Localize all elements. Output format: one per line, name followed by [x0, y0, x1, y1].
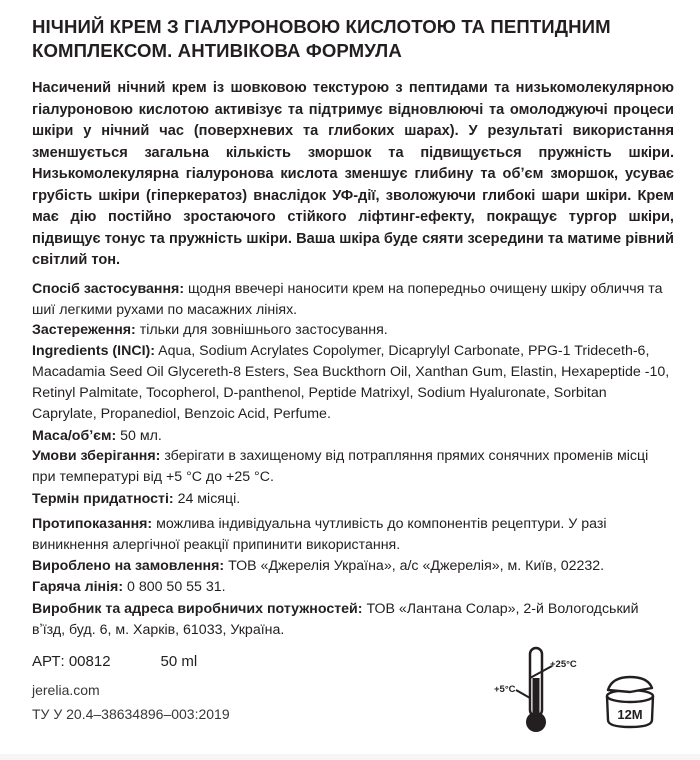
usage-section — [32, 279, 672, 321]
ingredients-section — [32, 341, 672, 425]
mass-text: 50 мл. — [116, 428, 162, 444]
producer-label: Виробник та адреса виробничих потужностей: — [32, 601, 363, 617]
contraindications-text: можлива індивідуальна чутливість до компонентів рецептури. У разі виникнення алергічної реакції припинити використання. — [32, 516, 607, 553]
bottom-edge — [0, 754, 700, 760]
contraindications-label: Протипоказання: — [32, 516, 153, 532]
warning-label: Застереження: — [32, 322, 136, 338]
thermo-high-label: +25°C — [550, 659, 577, 670]
producer-section — [32, 599, 672, 641]
article-number: АРТ: 00812 — [32, 653, 111, 670]
made-for-section — [32, 556, 672, 577]
hotline-label: Гаряча лінія: — [32, 579, 124, 595]
shelf-life-label: Термін придатності: — [32, 491, 174, 507]
producer-text: ТОВ «Лантана Солар», 2-й Вологодський вʼїзд, буд. 6, м. Харків, 61033, Україна. — [32, 601, 639, 638]
storage-text: зберігати в захищеному від потрапляння прямих сонячних променів місці при температурі від +5 °С до +25 °С. — [32, 448, 649, 485]
storage-label: Умови зберігання: — [32, 448, 161, 464]
usage-text: щодня ввечері наносити крем на попередньо очищену шкіру обличчя та шиї легкими рухами по масажних лініях. — [32, 281, 663, 318]
volume-value: 50 ml — [160, 653, 198, 670]
storage-section — [32, 446, 672, 488]
contraindications-section — [32, 514, 672, 556]
product-description: Насичений нічний крем із шовковою текстурою з пептидами та низькомолекулярною гіалуроновою кислотою активізує та підтримує відновлюючі та омолоджуючі процеси шкіри у нічний час (поверхневих та глибоких шарах). У результаті використання зменшується загальна кількість зморшок та підвищується пружність шкіри. Низькомолекулярна гіалуронова кислота зменшує глибину та обʼєм зморшок, усуває грубість шкіри (гіперкератоз) внаслідок УФ-дії, зволожуючи глибокі шари шкіри. Крем має дію постійно зростаючого стійкого ліфтинг-ефекту, покращує тургор шкіри, підвищує тонус та пружність шкіри. Ваша шкіра буде сяяти зсередини та матиме рівний світлий тон. — [32, 80, 674, 268]
ingredients-text: Aqua, Sodium Acrylates Copolymer, Dicaprylyl Carbonate, PPG-1 Trideceth-6, Macadamia Seed Oil Glycereth-8 Esters, Sea Buckthorn Oil, Xanthan Gum, Elastin, Hexapeptide -10, Retinyl Palmitate, Tocopherol, D-panthenol, Peptide Matrixyl, Sodium Hyaluronate, Sorbitan Caprylate, Propanediol, Benzoic Acid, Perfume. — [32, 343, 670, 422]
thermometer-icon — [490, 636, 600, 746]
tech-spec-code: ТУ У 20.4–38634896–003:2019 — [32, 706, 230, 722]
pao-label: 12M — [617, 707, 643, 722]
thermo-low-label: +5°C — [494, 684, 516, 695]
hotline-section — [32, 577, 672, 598]
made-for-label: Вироблено на замовлення: — [32, 558, 225, 574]
shelf-life-section — [32, 489, 672, 510]
made-for-text: ТОВ «Джерелія Україна», а/с «Джерелія», м. Київ, 02232. — [224, 558, 605, 574]
mass-label: Маса/обʼєм: — [32, 428, 117, 444]
ingredients-label: Ingredients (INCI): — [32, 343, 155, 359]
shelf-life-text: 24 місяці. — [173, 491, 241, 507]
product-title: НІЧНИЙ КРЕМ З ГІАЛУРОНОВОЮ КИСЛОТОЮ ТА ПЕПТИДНИМ КОМПЛЕКСОМ. АНТИВІКОВА ФОРМУЛА — [32, 16, 611, 61]
article-line — [32, 652, 197, 672]
mass-section — [32, 426, 672, 447]
period-after-opening-icon — [600, 672, 660, 732]
warning-text: тільки для зовнішнього застосування. — [135, 322, 388, 338]
warning-section — [32, 320, 672, 341]
hotline-text: 0 800 50 55 31. — [123, 579, 226, 595]
usage-label: Спосіб застосування: — [32, 281, 185, 297]
website: jerelia.com — [32, 682, 100, 698]
